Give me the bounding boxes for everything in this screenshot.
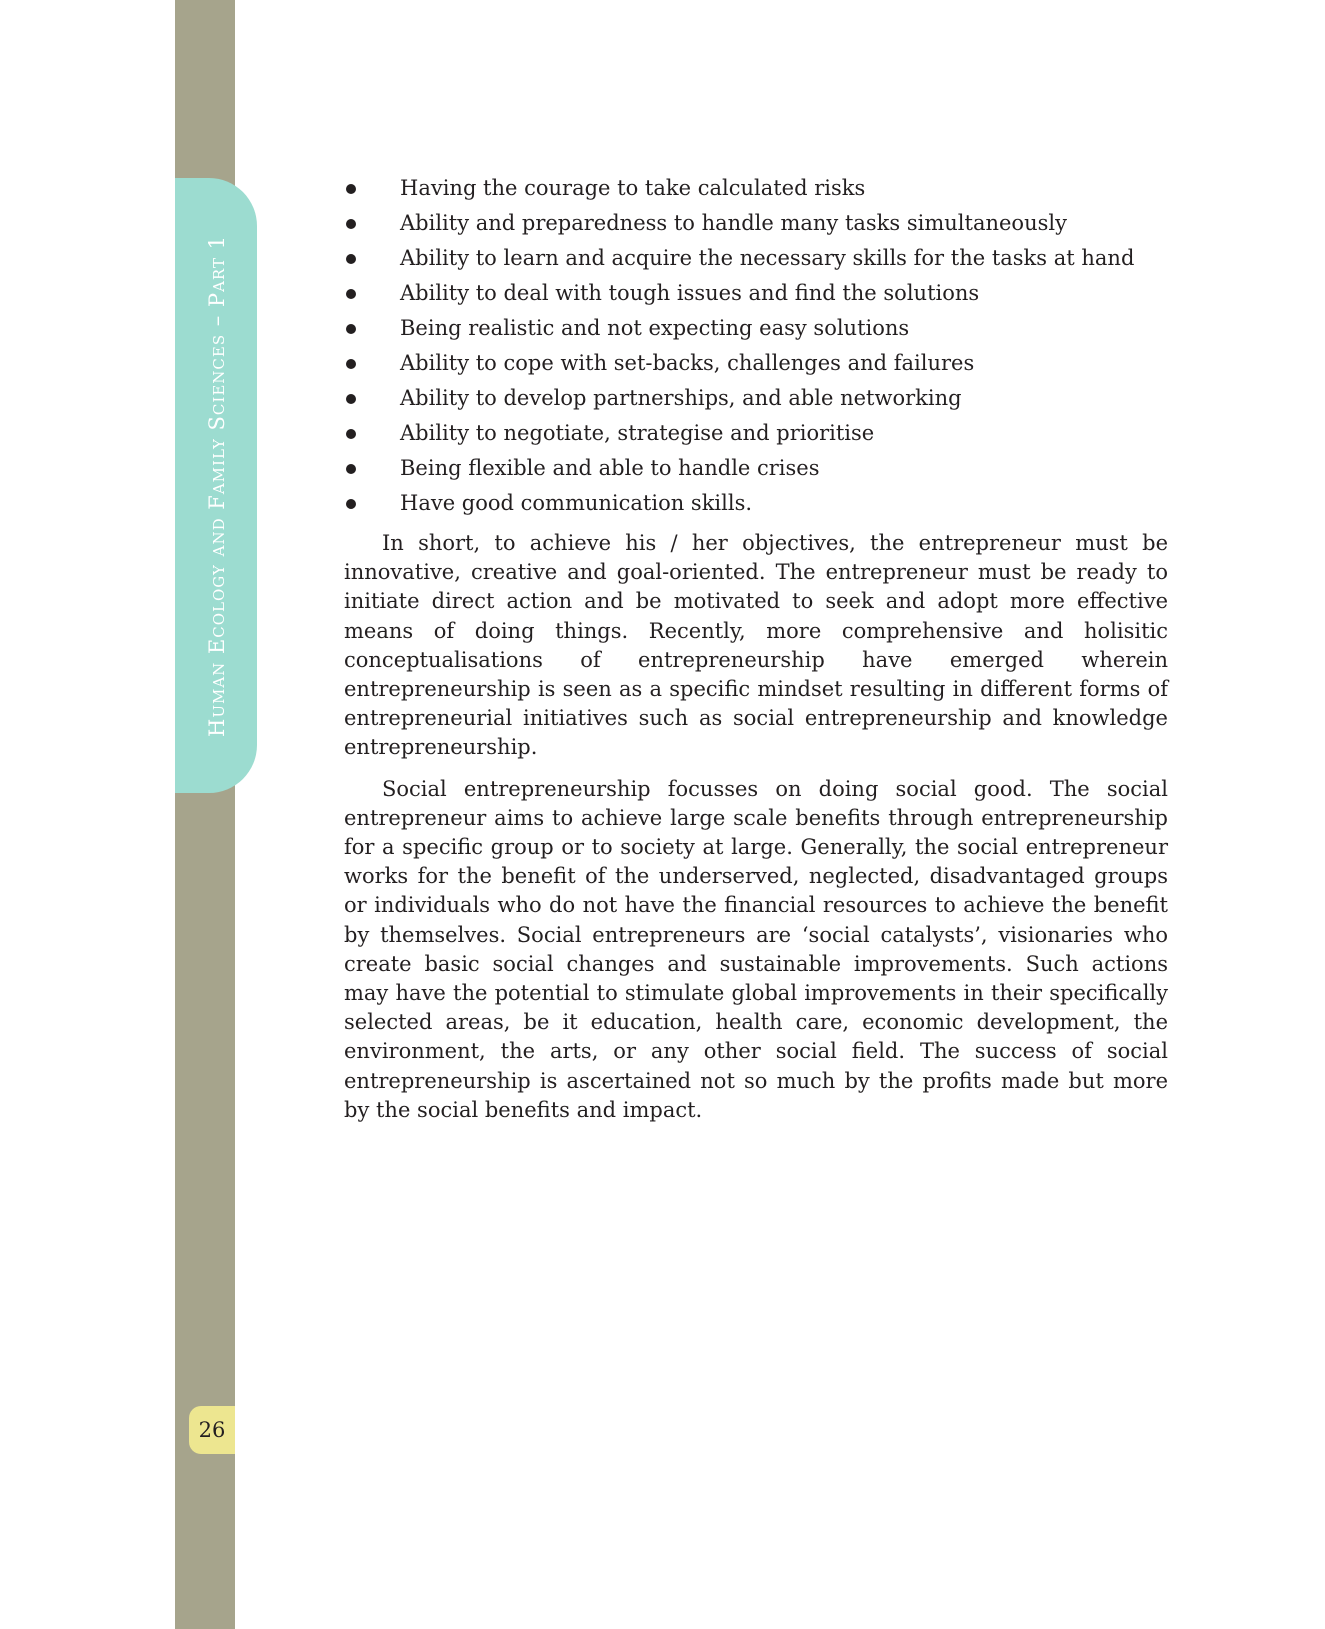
bullet-icon — [346, 254, 356, 264]
list-item-text: Have good communication skills. — [400, 491, 753, 515]
list-item-text: Being flexible and able to handle crises — [400, 456, 820, 480]
list-item — [344, 486, 1168, 521]
list-item — [344, 171, 1168, 206]
list-item — [344, 206, 1168, 241]
list-item-text: Ability to develop partnerships, and able networking — [400, 386, 962, 410]
paragraph-entrepreneur-objectives: In short, to achieve his / her objectives, the entrepreneur must be innovative, creative and goal-oriented. The entrepreneur must be ready to initiate direct action and be motivated to seek and adopt more effective means of doing things. Recently, more comprehensive and holisitic conceptualisations of entrepreneurship have emerged wherein entrepreneurship is seen as a specific mindset resulting in different forms of entrepreneurial initiatives such as social entrepreneurship and knowledge entrepreneurship. — [344, 531, 1168, 760]
list-item-text: Having the courage to take calculated risks — [400, 176, 866, 200]
list-item — [344, 416, 1168, 451]
list-item — [344, 451, 1168, 486]
list-item — [344, 346, 1168, 381]
paragraph-social-entrepreneurship: Social entrepreneurship focusses on doing social good. The social entrepreneur aims to achieve large scale benefits through entrepreneurship for a specific group or to society at large. Generally, the social entrepreneur works for the benefit of the underserved, neglected, disadvantaged groups or individuals who do not have the financial resources to achieve the benefit by themselves. Social entrepreneurs are ‘social catalysts’, visionaries who create basic social changes and sustainable improvements. Such actions may have the potential to stimulate global improvements in their specifically selected areas, be it education, health care, economic development, the environment, the arts, or any other social field. The success of social entrepreneurship is ascertained not so much by the profits made but more by the social benefits and impact. — [344, 776, 1168, 1122]
list-item — [344, 276, 1168, 311]
list-item — [344, 311, 1168, 346]
list-item-text: Ability to cope with set-backs, challenges and failures — [400, 351, 975, 375]
bullet-icon — [346, 289, 356, 299]
main-content — [344, 171, 1168, 1125]
list-item — [344, 381, 1168, 416]
list-item-text: Ability to negotiate, strategise and prioritise — [400, 421, 875, 445]
bullet-icon — [346, 499, 356, 509]
list-item-text: Ability to deal with tough issues and find the solutions — [400, 281, 980, 305]
bullet-icon — [346, 184, 356, 194]
bullet-icon — [346, 219, 356, 229]
bullet-icon — [346, 324, 356, 334]
bullet-icon — [346, 394, 356, 404]
list-item — [344, 241, 1168, 276]
qualities-list — [344, 171, 1168, 521]
list-item-text: Ability to learn and acquire the necessary skills for the tasks at hand — [400, 246, 1135, 270]
bullet-icon — [346, 429, 356, 439]
bullet-icon — [346, 464, 356, 474]
list-item-text: Ability and preparedness to handle many tasks simultaneously — [400, 211, 1067, 235]
list-item-text: Being realistic and not expecting easy solutions — [400, 316, 910, 340]
running-head: Human Ecology and Family Sciences – Part 1 — [205, 235, 229, 737]
bullet-icon — [346, 359, 356, 369]
page-number: 26 — [189, 1406, 235, 1454]
